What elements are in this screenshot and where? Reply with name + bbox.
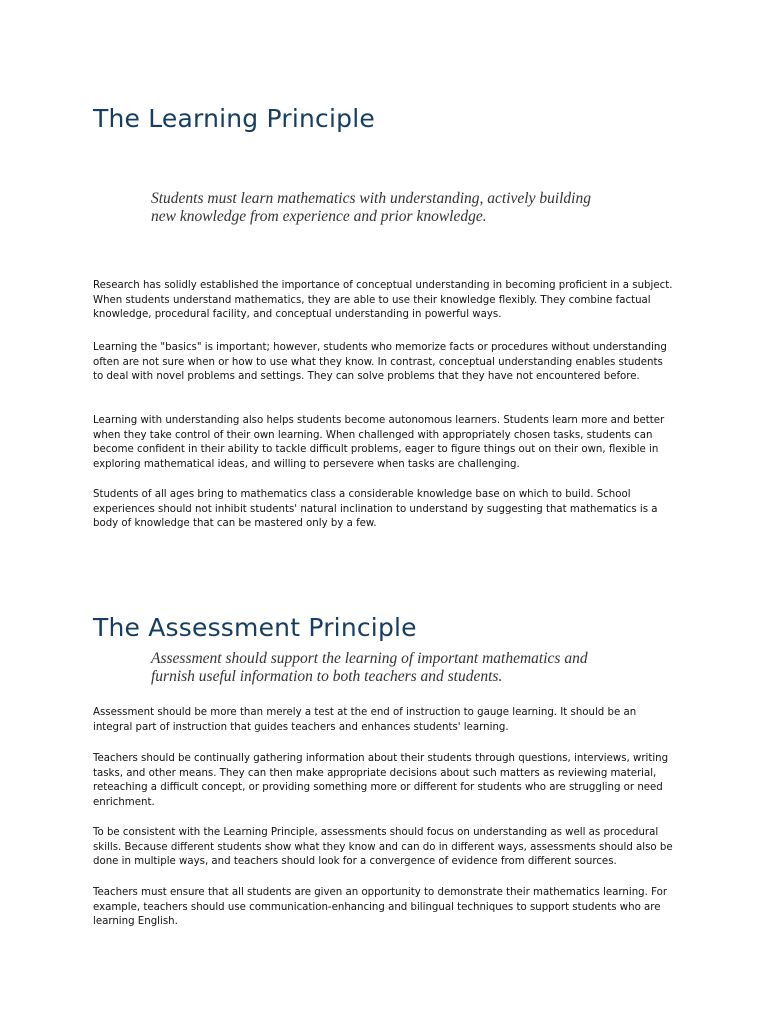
section-summary: Assessment should support the learning of important mathematics and furnish useful information to both teachers and students. xyxy=(151,650,588,685)
body-paragraph: Teachers should be continually gathering information about their students through questions, interviews, writing tasks, and other means. They can then make appropriate decisions about such matters as reviewing material, reteaching a difficult concept, or providing something more or different for students who are struggling or need enrichment. xyxy=(93,753,669,808)
section-summary: Students must learn mathematics with understanding, actively building new knowledge from experience and prior knowledge. xyxy=(151,190,591,225)
section-title: The Assessment Principle xyxy=(93,613,417,642)
body-paragraph: Assessment should be more than merely a test at the end of instruction to gauge learning. It should be an integral part of instruction that guides teachers and enhances students' learning. xyxy=(93,707,637,733)
section-title: The Learning Principle xyxy=(93,104,375,133)
body-paragraph: To be consistent with the Learning Principle, assessments should focus on understanding as well as procedural skills. Because different students show what they know and can do in different ways, assessments should also be done in multiple ways, and teachers should look for a convergence of evidence from different sources. xyxy=(93,827,673,867)
body-paragraph: Teachers must ensure that all students are given an opportunity to demonstrate their mathematics learning. For example, teachers should use communication-enhancing and bilingual techniques to support students who are learning English. xyxy=(93,887,668,927)
body-paragraph: Learning the "basics" is important; however, students who memorize facts or procedures without understanding often are not sure when or how to use what they know. In contrast, conceptual understanding enables students to deal with novel problems and settings. They can solve problems that they have not encountered before. xyxy=(93,342,667,382)
body-paragraph: Students of all ages bring to mathematics class a considerable knowledge base on which to build. School experiences should not inhibit students' natural inclination to understand by suggesting that mathematics is a body of knowledge that can be mastered only by a few. xyxy=(93,489,658,529)
body-paragraph: Research has solidly established the importance of conceptual understanding in becoming proficient in a subject. When students understand mathematics, they are able to use their knowledge flexibly. They combine factual knowledge, procedural facility, and conceptual understanding in powerful ways. xyxy=(93,280,673,320)
body-paragraph: Learning with understanding also helps students become autonomous learners. Students learn more and better when they take control of their own learning. When challenged with appropriately chosen tasks, students can become confident in their ability to tackle difficult problems, eager to figure things out on their own, flexible in exploring mathematical ideas, and willing to persevere when tasks are challenging. xyxy=(93,415,665,470)
